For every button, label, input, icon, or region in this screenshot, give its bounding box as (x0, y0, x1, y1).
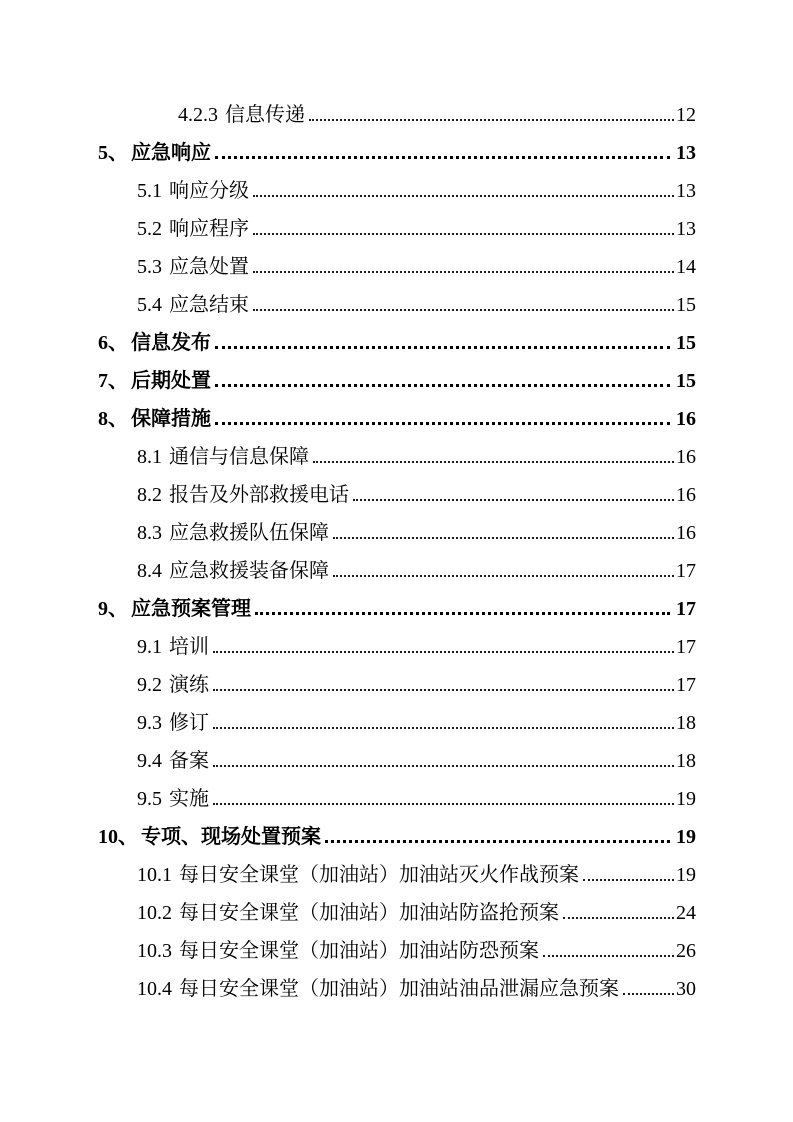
dot-leader (213, 765, 674, 767)
toc-entry-page-number: 16 (676, 522, 696, 544)
toc-entry-number: 9.4 (137, 750, 162, 772)
toc-entry-page-number: 12 (676, 104, 696, 126)
toc-entry-number: 9、 (98, 598, 128, 620)
toc-entry-number: 6、 (98, 332, 128, 354)
toc-entry[interactable] (98, 552, 696, 590)
toc-entry-title: 报告及外部救援电话 (169, 484, 349, 506)
toc-entry[interactable] (98, 172, 696, 210)
toc-entry-number: 5、 (98, 142, 128, 164)
toc-entry-page-number: 17 (676, 636, 696, 658)
toc-entry[interactable] (98, 210, 696, 248)
toc-entry-page-number: 14 (676, 256, 696, 278)
toc-entry-title: 每日安全课堂（加油站）加油站防盗抢预案 (179, 902, 559, 924)
toc-entry-page-number: 19 (676, 788, 696, 810)
toc-entry[interactable] (98, 514, 696, 552)
toc-entry-number: 8、 (98, 408, 128, 430)
dot-leader (213, 689, 674, 691)
toc-entry[interactable] (98, 856, 696, 894)
toc-entry[interactable] (98, 476, 696, 514)
toc-entry-number: 5.2 (137, 218, 162, 240)
dot-leader (213, 803, 674, 805)
toc-entry[interactable] (98, 970, 696, 1008)
toc-entry-page-number: 19 (676, 826, 696, 848)
toc-entry-page-number: 19 (676, 864, 696, 886)
toc-entry-number: 4.2.3 (178, 104, 218, 126)
toc-entry[interactable] (98, 590, 696, 628)
toc-entry[interactable] (98, 400, 696, 438)
toc-entry-page-number: 30 (676, 978, 696, 1000)
toc-entry[interactable] (98, 248, 696, 286)
toc-entry-title: 应急处置 (169, 256, 249, 278)
toc-entry[interactable] (98, 96, 696, 134)
toc-entry-page-number: 15 (676, 294, 696, 316)
dot-leader (583, 879, 674, 881)
dot-leader (215, 346, 670, 349)
dot-leader (253, 271, 674, 273)
table-of-contents (98, 96, 696, 1008)
toc-entry-title: 备案 (169, 750, 209, 772)
dot-leader (623, 993, 674, 995)
toc-entry-number: 8.4 (137, 560, 162, 582)
toc-entry-number: 5.1 (137, 180, 162, 202)
toc-entry-number: 10.2 (137, 902, 172, 924)
toc-entry-page-number: 17 (676, 560, 696, 582)
toc-entry-title: 信息传递 (225, 104, 305, 126)
toc-entry-number: 5.4 (137, 294, 162, 316)
toc-entry-title: 实施 (169, 788, 209, 810)
toc-entry-number: 9.2 (137, 674, 162, 696)
toc-entry-page-number: 15 (676, 332, 696, 354)
toc-entry-number: 8.3 (137, 522, 162, 544)
toc-entry[interactable] (98, 894, 696, 932)
toc-entry-title: 应急结束 (169, 294, 249, 316)
toc-entry-number: 10.4 (137, 978, 172, 1000)
toc-entry[interactable] (98, 438, 696, 476)
dot-leader (253, 233, 674, 235)
toc-entry-number: 5.3 (137, 256, 162, 278)
toc-entry-title: 应急救援装备保障 (169, 560, 329, 582)
toc-entry-title: 保障措施 (131, 408, 211, 430)
toc-entry-number: 9.1 (137, 636, 162, 658)
dot-leader (333, 537, 674, 539)
toc-entry-page-number: 16 (676, 446, 696, 468)
toc-entry[interactable] (98, 818, 696, 856)
toc-entry[interactable] (98, 780, 696, 818)
toc-entry-title: 修订 (169, 712, 209, 734)
dot-leader (255, 612, 670, 615)
toc-entry-page-number: 16 (676, 408, 696, 430)
dot-leader (213, 727, 674, 729)
toc-entry-title: 响应分级 (169, 180, 249, 202)
toc-entry-number: 10、 (98, 826, 138, 848)
toc-entry-number: 10.3 (137, 940, 172, 962)
toc-entry-title: 信息发布 (131, 332, 211, 354)
toc-entry[interactable] (98, 666, 696, 704)
dot-leader (313, 461, 674, 463)
toc-entry[interactable] (98, 362, 696, 400)
toc-entry[interactable] (98, 286, 696, 324)
toc-entry-title: 每日安全课堂（加油站）加油站油品泄漏应急预案 (179, 978, 619, 1000)
toc-entry-title: 应急救援队伍保障 (169, 522, 329, 544)
toc-entry-title: 通信与信息保障 (169, 446, 309, 468)
toc-entry[interactable] (98, 932, 696, 970)
toc-entry-number: 9.5 (137, 788, 162, 810)
toc-entry[interactable] (98, 134, 696, 172)
dot-leader (325, 840, 670, 843)
toc-entry-title: 专项、现场处置预案 (141, 826, 321, 848)
toc-entry-page-number: 26 (676, 940, 696, 962)
toc-entry-number: 8.2 (137, 484, 162, 506)
toc-entry-title: 应急预案管理 (131, 598, 251, 620)
toc-entry-title: 演练 (169, 674, 209, 696)
toc-entry-page-number: 13 (676, 218, 696, 240)
dot-leader (333, 575, 674, 577)
dot-leader (253, 195, 674, 197)
dot-leader (543, 955, 674, 957)
dot-leader (215, 156, 670, 159)
dot-leader (215, 384, 670, 387)
toc-entry[interactable] (98, 704, 696, 742)
toc-entry-title: 响应程序 (169, 218, 249, 240)
toc-entry-title: 每日安全课堂（加油站）加油站灭火作战预案 (179, 864, 579, 886)
toc-entry[interactable] (98, 628, 696, 666)
dot-leader (213, 651, 674, 653)
dot-leader (563, 917, 674, 919)
toc-entry-title: 培训 (169, 636, 209, 658)
toc-entry-number: 7、 (98, 370, 128, 392)
toc-entry-page-number: 24 (676, 902, 696, 924)
toc-entry-page-number: 16 (676, 484, 696, 506)
toc-entry[interactable] (98, 324, 696, 362)
toc-entry-title: 每日安全课堂（加油站）加油站防恐预案 (179, 940, 539, 962)
toc-entry-number: 10.1 (137, 864, 172, 886)
dot-leader (253, 309, 674, 311)
toc-entry-number: 8.1 (137, 446, 162, 468)
toc-entry-page-number: 17 (676, 598, 696, 620)
toc-entry-title: 应急响应 (131, 142, 211, 164)
toc-entry-page-number: 18 (676, 750, 696, 772)
toc-entry-page-number: 18 (676, 712, 696, 734)
toc-entry-title: 后期处置 (131, 370, 211, 392)
toc-entry-page-number: 13 (676, 180, 696, 202)
dot-leader (353, 499, 674, 501)
toc-entry-number: 9.3 (137, 712, 162, 734)
toc-entry-page-number: 15 (676, 370, 696, 392)
toc-entry[interactable] (98, 742, 696, 780)
dot-leader (309, 119, 674, 121)
toc-entry-page-number: 13 (676, 142, 696, 164)
dot-leader (215, 422, 670, 425)
toc-entry-page-number: 17 (676, 674, 696, 696)
